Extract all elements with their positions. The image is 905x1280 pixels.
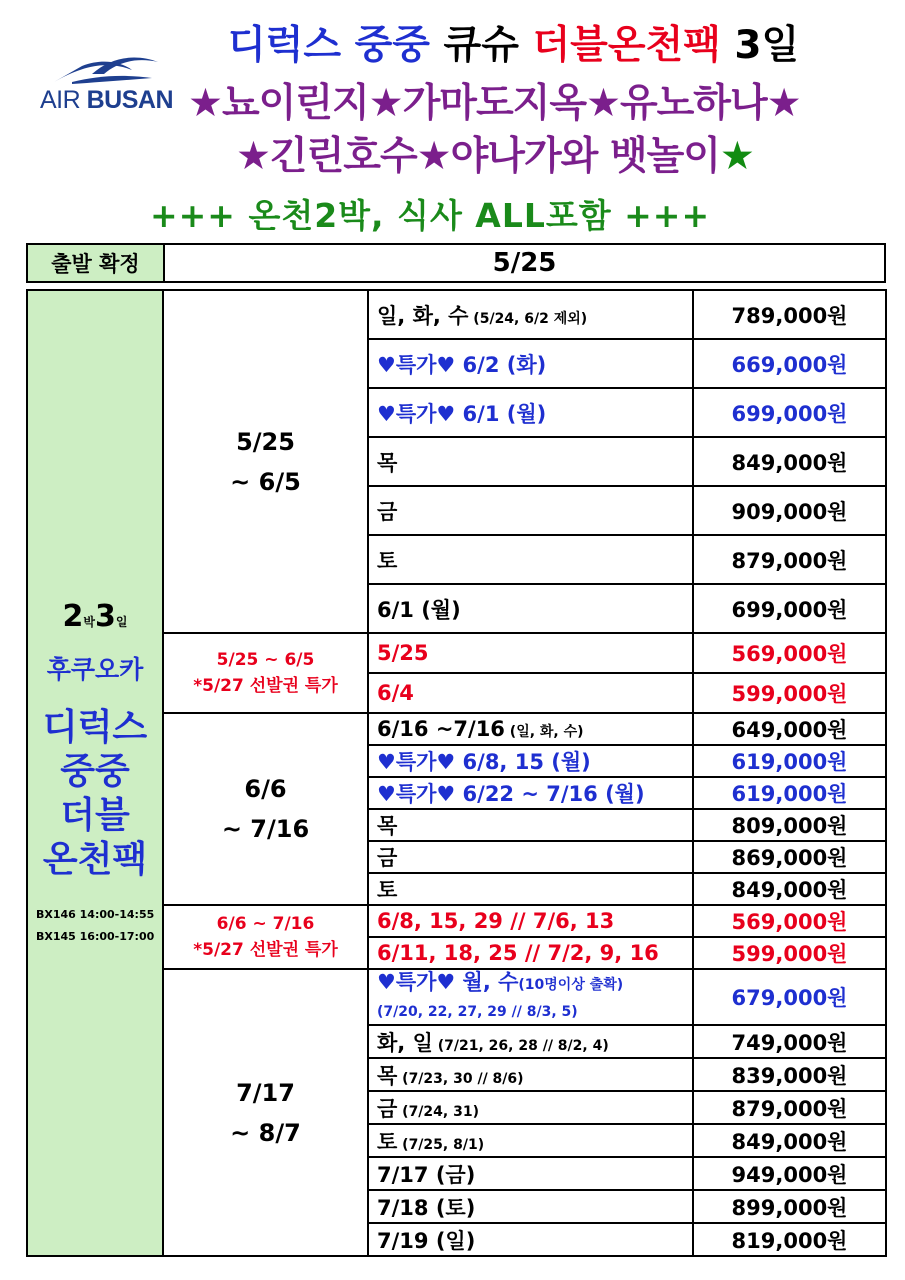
title-segment: 큐슈 bbox=[443, 23, 533, 68]
day-description bbox=[368, 1124, 693, 1157]
period-text: 5/25 bbox=[236, 427, 295, 456]
price: 679,000원 bbox=[693, 969, 886, 1025]
day-description bbox=[368, 633, 693, 673]
nights-unit: 박 bbox=[83, 614, 95, 629]
day-label: 일, 화, 수 bbox=[377, 303, 469, 328]
city-name: 후쿠오카 bbox=[46, 654, 144, 684]
day-label: 7/17 (금) bbox=[377, 1162, 476, 1187]
period-text: 6/6 ~ 7/16 bbox=[216, 914, 315, 934]
day-label: ♥특가♥ 월, 수 bbox=[377, 970, 519, 994]
period-cell bbox=[163, 713, 368, 905]
departure-confirmed-label: 출발 확정 bbox=[27, 244, 164, 282]
price: 569,000원 bbox=[693, 633, 886, 673]
price: 619,000원 bbox=[693, 745, 886, 777]
day-label: 목 bbox=[377, 450, 398, 475]
day-description bbox=[368, 290, 693, 339]
day-description bbox=[368, 969, 693, 1025]
period-cell bbox=[163, 290, 368, 633]
day-label: 6/4 bbox=[377, 681, 414, 705]
day-description bbox=[368, 905, 693, 937]
day-label: 토 bbox=[377, 1129, 398, 1154]
price: 849,000원 bbox=[693, 873, 886, 905]
table-row bbox=[27, 290, 886, 339]
price-table bbox=[26, 289, 887, 1257]
price: 819,000원 bbox=[693, 1223, 886, 1256]
package-name bbox=[28, 706, 162, 882]
price: 669,000원 bbox=[693, 339, 886, 388]
flight-time: BX145 16:00-17:00 bbox=[36, 929, 155, 943]
day-label: 6/11, 18, 25 // 7/2, 9, 16 bbox=[377, 941, 659, 965]
day-description bbox=[368, 841, 693, 873]
day-description bbox=[368, 1223, 693, 1256]
day-description bbox=[368, 937, 693, 969]
day-description bbox=[368, 535, 693, 584]
day-label: 목 bbox=[377, 814, 398, 838]
day-description bbox=[368, 388, 693, 437]
day-label: 토 bbox=[377, 878, 398, 902]
day-label: 금 bbox=[377, 1096, 398, 1121]
day-note: (10명이상 출확) bbox=[518, 977, 624, 993]
day-label: ♥특가♥ 6/22 ~ 7/16 (월) bbox=[377, 782, 645, 806]
flight-schedule bbox=[28, 904, 162, 948]
price: 879,000원 bbox=[693, 535, 886, 584]
day-label: 5/25 bbox=[377, 641, 429, 665]
seagull-logo-icon bbox=[52, 52, 160, 86]
price: 909,000원 bbox=[693, 486, 886, 535]
days-number: 3 bbox=[95, 598, 116, 634]
flight-time: BX146 14:00-14:55 bbox=[36, 907, 155, 921]
price: 849,000원 bbox=[693, 1124, 886, 1157]
package-name-line: 중중 bbox=[60, 750, 130, 792]
day-label: ♥특가♥ 6/2 (화) bbox=[377, 352, 547, 377]
price: 699,000원 bbox=[693, 388, 886, 437]
price: 879,000원 bbox=[693, 1091, 886, 1124]
day-note: (7/25, 8/1) bbox=[397, 1136, 485, 1153]
duration bbox=[28, 599, 162, 634]
airbusan-logo bbox=[40, 52, 174, 122]
title-segment: 디럭스 중중 bbox=[228, 23, 444, 68]
day-note: (5/24, 6/2 제외) bbox=[468, 310, 588, 327]
period-cell bbox=[163, 905, 368, 969]
price: 599,000원 bbox=[693, 937, 886, 969]
period-text: 7/17 bbox=[236, 1078, 295, 1107]
day-description bbox=[368, 1091, 693, 1124]
day-note: (7/23, 30 // 8/6) bbox=[397, 1070, 524, 1087]
day-description bbox=[368, 745, 693, 777]
period-text: ~ 8/7 bbox=[230, 1118, 301, 1147]
day-description bbox=[368, 486, 693, 535]
price: 649,000원 bbox=[693, 713, 886, 745]
days-unit: 일 bbox=[115, 614, 128, 629]
day-description bbox=[368, 437, 693, 486]
price: 869,000원 bbox=[693, 841, 886, 873]
price: 789,000원 bbox=[693, 290, 886, 339]
price: 749,000원 bbox=[693, 1025, 886, 1058]
day-note: (일, 화, 수) bbox=[504, 724, 584, 740]
package-name-line: 온천팩 bbox=[42, 838, 148, 880]
period-text: 6/6 bbox=[244, 775, 287, 803]
day-label: 금 bbox=[377, 846, 398, 870]
day-label: ♥특가♥ 6/1 (월) bbox=[377, 401, 547, 426]
period-text: *5/27 선발권 특가 bbox=[193, 676, 338, 696]
price: 809,000원 bbox=[693, 809, 886, 841]
departure-date: 5/25 bbox=[164, 244, 885, 282]
price: 699,000원 bbox=[693, 584, 886, 633]
day-label: ♥특가♥ 6/8, 15 (월) bbox=[377, 750, 591, 774]
day-label: 금 bbox=[377, 499, 398, 524]
day-description bbox=[368, 777, 693, 809]
day-description bbox=[368, 1025, 693, 1058]
day-label: 6/16 ~7/16 bbox=[377, 717, 505, 741]
price: 569,000원 bbox=[693, 905, 886, 937]
day-label: 화, 일 bbox=[377, 1030, 433, 1055]
price: 839,000원 bbox=[693, 1058, 886, 1091]
day-label: 목 bbox=[377, 1063, 398, 1088]
airbusan-wordmark: AIR BUSAN bbox=[40, 86, 174, 114]
day-description bbox=[368, 873, 693, 905]
period-text: ~ 7/16 bbox=[221, 815, 310, 843]
title-segment: 더블온천팩 bbox=[532, 23, 735, 68]
title-line-4: +++ 온천2박, 식사 ALL포함 +++ bbox=[150, 196, 711, 235]
day-description bbox=[368, 1157, 693, 1190]
day-description bbox=[368, 673, 693, 713]
title-segment: ★ bbox=[719, 134, 754, 179]
day-note: (7/24, 31) bbox=[397, 1103, 479, 1120]
title-line-3 bbox=[236, 125, 754, 181]
nights-number: 2 bbox=[62, 598, 84, 634]
period-text: 5/25 ~ 6/5 bbox=[216, 650, 315, 670]
package-name-line: 디럭스 bbox=[42, 706, 148, 748]
departure-header bbox=[26, 243, 886, 283]
price: 899,000원 bbox=[693, 1190, 886, 1223]
day-description bbox=[368, 809, 693, 841]
day-label: 7/18 (토) bbox=[377, 1195, 476, 1220]
period-text: *5/27 선발권 특가 bbox=[193, 940, 338, 960]
title-line-1 bbox=[228, 14, 799, 70]
title-segment: ★긴린호수★야나가와 뱃놀이 bbox=[236, 134, 720, 179]
day-label: 6/8, 15, 29 // 7/6, 13 bbox=[377, 909, 615, 933]
price: 849,000원 bbox=[693, 437, 886, 486]
day-description bbox=[368, 713, 693, 745]
day-description bbox=[368, 1058, 693, 1091]
price: 619,000원 bbox=[693, 777, 886, 809]
day-description bbox=[368, 339, 693, 388]
day-label: 7/19 (일) bbox=[377, 1228, 476, 1253]
price: 599,000원 bbox=[693, 673, 886, 713]
day-description bbox=[368, 1190, 693, 1223]
period-text: ~ 6/5 bbox=[230, 467, 301, 496]
package-name-line: 더블 bbox=[60, 794, 130, 836]
period-cell bbox=[163, 633, 368, 713]
day-label: 6/1 (월) bbox=[377, 597, 461, 622]
package-summary bbox=[27, 290, 163, 1256]
title-line-2: ★뇨이린지★가마도지옥★유노하나★ bbox=[188, 81, 801, 126]
price: 949,000원 bbox=[693, 1157, 886, 1190]
day-description bbox=[368, 584, 693, 633]
day-note-dates: (7/20, 22, 27, 29 // 8/3, 5) bbox=[377, 1004, 578, 1020]
day-note: (7/21, 26, 28 // 8/2, 4) bbox=[432, 1037, 609, 1054]
period-cell bbox=[163, 969, 368, 1256]
title-segment: 3일 bbox=[734, 23, 800, 68]
day-label: 토 bbox=[377, 548, 398, 573]
